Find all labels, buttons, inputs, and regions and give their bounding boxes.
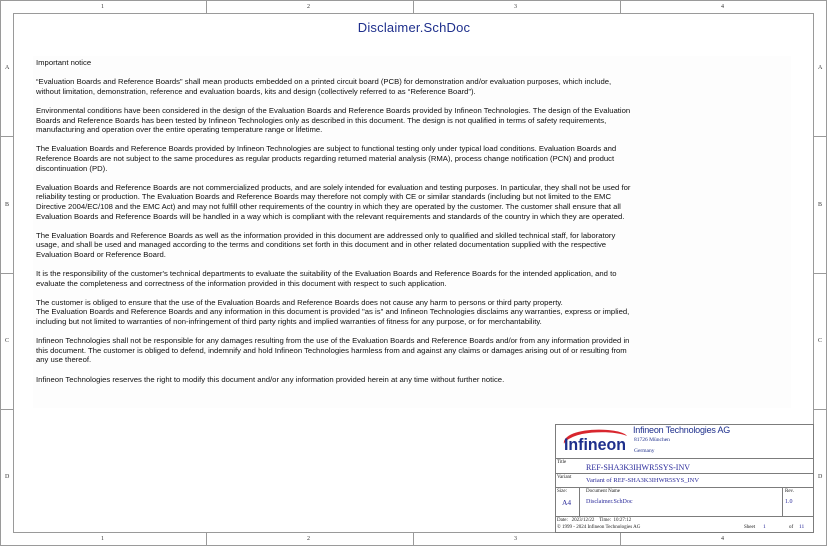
date-time: Date: 2023/12/22 Time: 10:27:12: [557, 518, 632, 523]
variant-value: Variant of REF-SHA3K3IHWR5SYS_INV: [586, 477, 700, 484]
zone-col-2-bottom: 2: [307, 536, 310, 542]
title-block-divider: [555, 487, 814, 488]
notice-paragraph: The Evaluation Boards and Reference Boards provided by Infineon Technologies are subject to functional testing only under typical load conditions. Evaluation Boards and Reference Boards are not subject to the same procedures as regular products regarding returned material analysis (RMA), process change notification (PCN) and product discontinuation (PD).: [36, 144, 617, 173]
document-name-value: Disclaimer.SchDoc: [586, 499, 633, 505]
zone-tick: [814, 409, 827, 410]
zone-row-b-right: B: [818, 202, 823, 208]
zone-row-c-right: C: [818, 338, 823, 344]
zone-row-c-left: C: [5, 338, 10, 344]
notice-paragraph: “Evaluation Boards and Reference Boards” shall mean products embedded on a printed circuit board (PCB) for demonstration and/or evaluation purposes, which include, without limitation, demonstration, reference and evaluation boards, kits and design (collectively referred to as “Reference Board”).: [36, 77, 612, 96]
title-value: REF-SHA3K3IHWR5SYS-INV: [586, 463, 691, 472]
zone-tick: [206, 533, 207, 546]
zone-tick: [0, 409, 13, 410]
company-name: Infineon Technologies AG: [633, 425, 731, 435]
zone-tick: [413, 533, 414, 546]
zone-col-1-top: 1: [101, 4, 104, 10]
company-city: 81726 München: [634, 437, 670, 443]
sheet-number: 1: [763, 524, 766, 530]
revision-value: 1.0: [785, 499, 793, 505]
zone-row-a-right: A: [818, 65, 823, 71]
notice-heading: Important notice: [36, 58, 92, 67]
zone-col-3-top: 3: [514, 4, 517, 10]
important-notice: [36, 58, 788, 394]
zone-col-1-bottom: 1: [101, 536, 104, 542]
zone-tick: [0, 273, 13, 274]
variant-label: Variant: [557, 475, 572, 480]
size-value: A4: [562, 498, 572, 507]
title-block-divider: [555, 458, 814, 459]
zone-col-4-bottom: 4: [721, 536, 724, 542]
zone-tick: [814, 273, 827, 274]
notice-paragraph: Infineon Technologies shall not be responsible for any damages resulting from the use of the Evaluation Boards and Reference Boards and/or from any information provided in this document. The customer is obliged to defend, indemnify and hold Infineon Technologies harmless from and against any claims or damages arising out of or resulting from any use thereof.: [36, 336, 630, 365]
zone-col-4-top: 4: [721, 4, 724, 10]
company-country: Germany: [634, 448, 655, 454]
zone-row-b-left: B: [5, 202, 10, 208]
title-label: Title: [557, 460, 567, 465]
sheet-total: 11: [799, 524, 805, 530]
notice-paragraph: The customer is obliged to ensure that the use of the Evaluation Boards and Reference Boards does not cause any harm to persons or third party property. The Evaluation Boards and Reference Boards and any information in this document is provided "as is" and Infineon Technologies disclaims any warranties, express or implied, including but not limited to warranties of non-infringement of third party rights and implied warranties of fitness for any purpose, or for merchantability.: [36, 297, 630, 327]
logo-wordmark: Infineon: [564, 435, 626, 454]
zone-tick: [0, 136, 13, 137]
infineon-logo: [558, 426, 630, 456]
notice-paragraph: The Evaluation Boards and Reference Boards as well as the information provided in this document are addressed only to qualified and skilled technical staff, for laboratory usage, and shall be used and managed according to the terms and conditions set forth in this document and in other related documentation supplied with the respective Evaluation Board or Reference Board.: [36, 230, 616, 259]
zone-tick: [814, 136, 827, 137]
zone-tick: [206, 0, 207, 13]
notice-paragraph: It is the responsibility of the customer's technical departments to evaluate the suitability of the Evaluation Boards and Reference Boards for the intended application, and to evaluate the completeness and correctness of the information provided in this document with respect to such application.: [36, 269, 617, 288]
title-block-divider: [579, 487, 580, 516]
revision-label: Rev.: [785, 489, 794, 494]
size-label: Size:: [557, 489, 567, 494]
title-block-divider: [782, 487, 783, 516]
zone-col-3-bottom: 3: [514, 536, 517, 542]
notice-paragraph: Environmental conditions have been considered in the design of the Evaluation Boards and Reference Boards provided by Infineon Technologies. The design of the Evaluation Boards and Reference Boards has been tested by Infineon Technologies only as described in this document. The design is not qualified in terms of safety requirements, manufacturing and operation over the entire operating temperature range or lifetime.: [36, 105, 631, 135]
document-name-label: Document Name: [586, 489, 621, 494]
zone-tick: [620, 0, 621, 13]
notice-paragraph: Evaluation Boards and Reference Boards are not commercialized products, and are solely intended for evaluation and testing purposes. In particular, they shall not be used for reliability testing or production. The Evaluation Boards and Reference Boards may therefore not comply with CE or similar standards (including but not limited to the EMC Directive 2004/EC/108 and the EMC Act) and may not fulfill other requirements of the country in which they are operated by the customer. The customer shall ensure that all Evaluation Boards and Reference Boards will be handled in a way which is compliant with the relevant requirements and standards of the country in which they are operated.: [36, 182, 631, 221]
zone-row-d-left: D: [5, 474, 10, 480]
zone-row-a-left: A: [5, 65, 10, 71]
zone-tick: [620, 533, 621, 546]
sheet-of-label: of: [789, 525, 794, 530]
copyright: © 1999 - 2024 Infineon Technologies AG: [557, 525, 641, 530]
zone-row-d-right: D: [818, 474, 823, 480]
notice-paragraph: Infineon Technologies reserves the right to modify this document and/or any information provided herein at any time without further notice.: [36, 374, 505, 384]
sheet-label: Sheet: [744, 525, 756, 530]
title-block-divider: [555, 516, 814, 517]
zone-tick: [413, 0, 414, 13]
zone-col-2-top: 2: [307, 4, 310, 10]
title-block-divider: [555, 473, 814, 474]
sheet-title: Disclaimer.SchDoc: [357, 20, 471, 35]
